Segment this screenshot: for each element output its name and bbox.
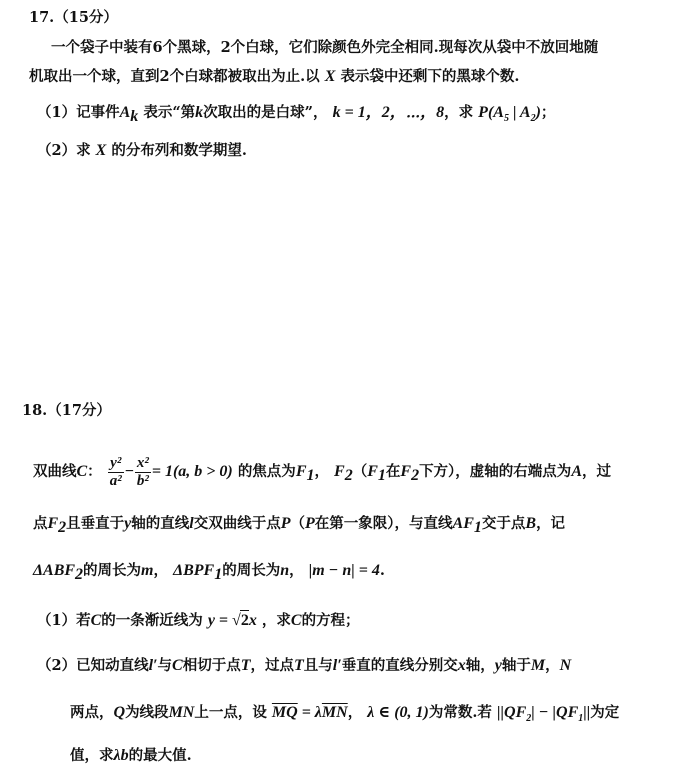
question-18-header: 18.（17分） bbox=[22, 402, 111, 419]
q18-line2: 点$F_2$且垂直于y轴的直线l交双曲线于点P（P在第一象限），与直线$AF_1$交于点B，记 bbox=[33, 515, 566, 536]
q18-line1: 双曲线C： $\frac{\text{y²}}{\text{a²}}$ − $\frac{\text{x²}}{\text{b²}}$ = 1(a, b > 0) 的焦点为$F_1$， $F_2(F_1$在$F_2$下方），虚轴的右端点为A，过 bbox=[33, 454, 611, 489]
q17-part2: （2）求 X 的分布列和数学期望. bbox=[37, 142, 247, 159]
q18-part2-line3: 值，求λb的最大值. bbox=[70, 747, 192, 764]
q18-line3: $\Delta ABF_2$的周长为m， $\Delta BPF_1$的周长为n， |m − n| = 4. bbox=[33, 562, 385, 583]
q18-part1: （1）若C的一条渐近线为 y = √2x ，求C的方程； bbox=[37, 612, 360, 629]
question-17-header: 17.（15分） bbox=[29, 9, 118, 26]
q17-part1: （1）记事件$A_k$ 表示“第k次取出的是白球”， k = 1，2，⋯，8，求 $P(A_5$ | $A_2$)； bbox=[37, 104, 556, 125]
q18-part2-line1: （2）已知动直线l′与C相切于点T，过点T且与l′垂直的直线分别交x轴，y轴于M，N bbox=[37, 657, 572, 674]
q17-stem-line1: 一个袋子中装有6个黑球，2个白球，它们除颜色外完全相同.现每次从袋中不放回地随 bbox=[51, 39, 599, 56]
q18-part2-line2: 两点，Q为线段MN上一点，设 $\overline{MQ} = \lambda\overline{MN}$， λ ∈ (0, 1)为常数.若 $||QF_2| - |QF_1||$为定 bbox=[70, 704, 620, 725]
q17-stem-line2: 机取出一个球，直到2个白球都被取出为止.以 X 表示袋中还剩下的黑球个数. bbox=[29, 68, 520, 85]
